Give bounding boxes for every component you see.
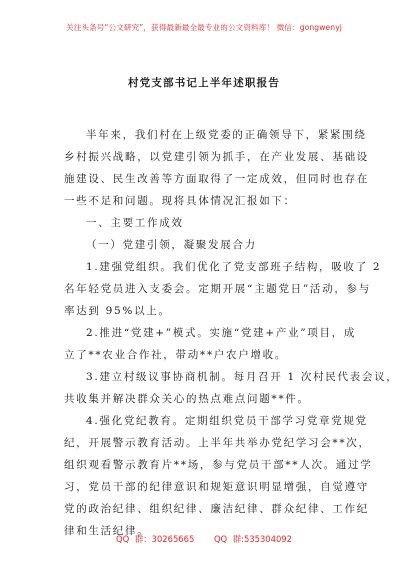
- document-title: 村党支部书记上半年述职报告: [127, 77, 281, 89]
- paragraph-line: 党的政治纪律、组织纪律、廉洁纪律、群众纪律、工作纪: [64, 503, 369, 515]
- paragraph-line: 率达到 95%以上。: [64, 305, 171, 317]
- document-body: [64, 124, 399, 542]
- paragraph-line: 习，党员干部的纪律意识和规矩意识明显增强，自觉遵守: [64, 481, 369, 493]
- paragraph-line: 1.建强党组织。我们优化了党支部班子结构，吸收了 2: [86, 261, 382, 273]
- subsection-heading: （一）党建引领，凝聚发展合力: [86, 239, 257, 251]
- paragraph-line: 名年轻党员进入支委会。定期开展“主题党日”活动，参与: [64, 283, 371, 295]
- paragraph-line: 4.强化党纪教育。定期组织党员干部学习党章党规党: [86, 415, 368, 427]
- paragraph-line: 共收集并解决群众关心的热点难点问题**件。: [64, 393, 310, 405]
- paragraph-line: 半年来，我们村在上级党委的正确领导下，紧紧围绕: [86, 129, 367, 141]
- paragraph-line: 一些不足和问题。现将具体情况汇报如下：: [64, 195, 296, 207]
- paragraph-line: 乡村振兴战略，以党建引领为抓手，在产业发展、基础设: [64, 151, 369, 163]
- footer-qq-group-1: QQ 群：30265665: [116, 534, 195, 544]
- header-banner: 关注头条号“公文研究”，获得最新最全最专业的公文资料库！ 微信：gongwenyj: [66, 23, 342, 32]
- paragraph-line: 立了**农业合作社，带动**户农户增收。: [64, 349, 287, 361]
- section-heading: 一、主要工作成效: [86, 217, 184, 229]
- paragraph-line: 2.推进“党建+”模式。实施“党建+产业”项目，成: [86, 327, 357, 339]
- paragraph-line: 律和生活纪律。: [64, 525, 150, 537]
- paragraph-line: 纪，开展警示教育活动。上半年共举办党纪学习会**次，: [64, 437, 371, 449]
- paragraph-line: 3.建立村级议事协商机制。每月召开 1 次村民代表会议，: [86, 371, 399, 383]
- footer-contact: [0, 533, 408, 545]
- paragraph-line: 组织观看警示教育片**场，参与党员干部**人次。通过学: [64, 459, 373, 471]
- paragraph-line: 施建设、民生改善等方面取得了一定成效，但同时也存在: [64, 173, 369, 185]
- footer-qq-group-2: QQ 群:535304092: [213, 534, 292, 544]
